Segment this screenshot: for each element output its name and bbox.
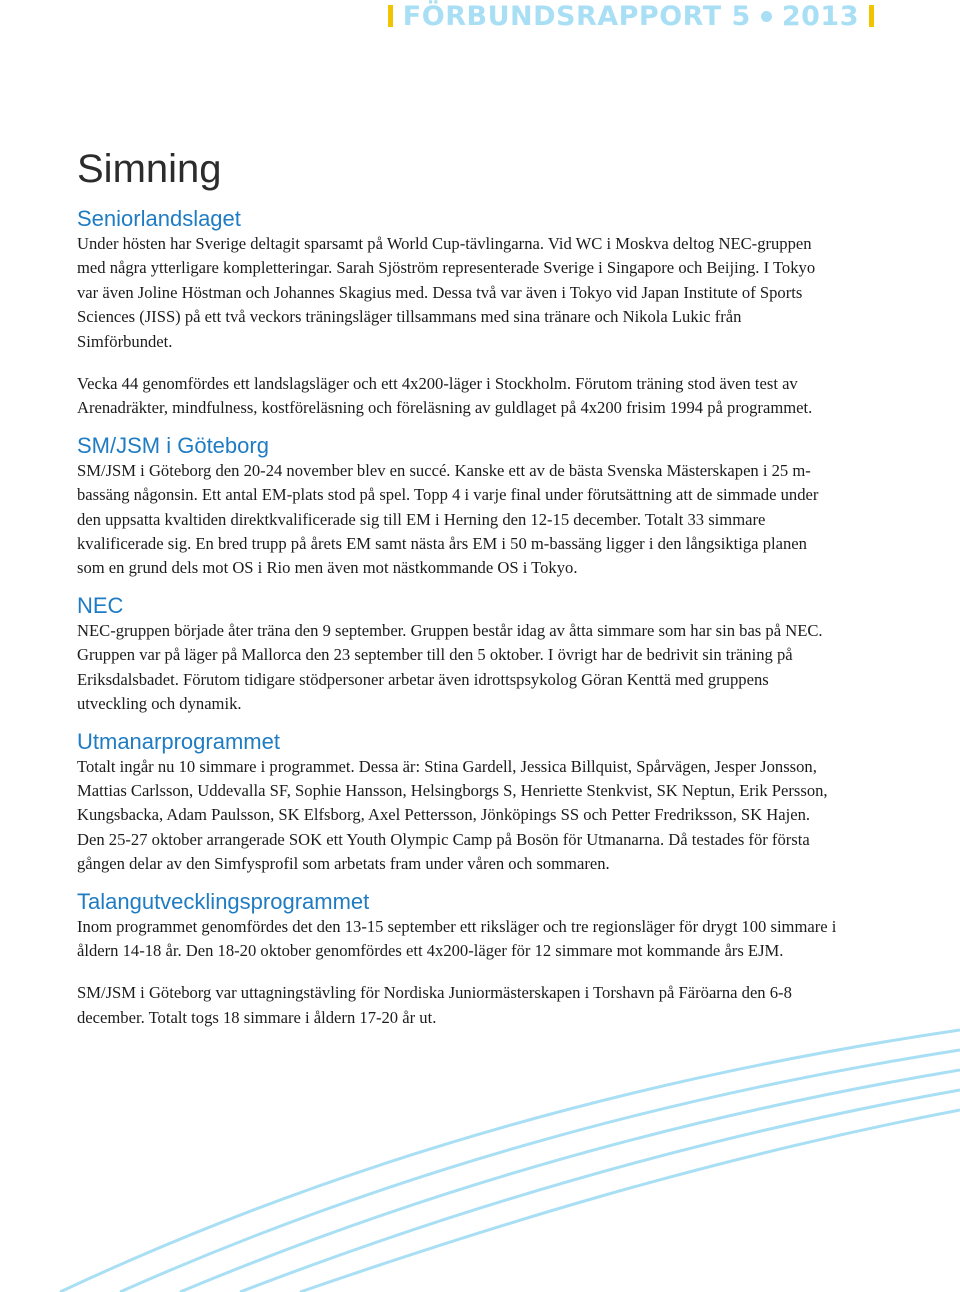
header-title: FÖRBUNDSRAPPORT 5 <box>402 0 751 32</box>
section-heading: SM/JSM i Göteborg <box>77 432 269 458</box>
paragraph: SM/JSM i Göteborg var uttagningstävling för Nordiska Juniormästerskapen i Torshavn på Färöarna den 6-8 december. Totalt togs 18 simmare i åldern 17-20 år ut. <box>77 983 792 1027</box>
section-utmanarprogrammet <box>77 729 837 877</box>
header-year: 2013 <box>781 0 859 32</box>
paragraph: SM/JSM i Göteborg den 20-24 november blev en succé. Kanske ett av de bästa Svenska Mästerskapen i 25 m-bassäng någonsin. Ett antal EM-plats stod på spel. Topp 4 i varje final under förutsättning att de simmade under den uppsatta kvaltiden direktkvalificerade sig till EM i Herning den 12-15 december. Totalt 33 simmare kvalificerade sig. En bred trupp på årets EM samt nästa års EM i 50 m-bassäng ligger i den långsiktiga planen som en grund dels mot OS i Rio men även mot nästkommande OS i Tokyo. <box>77 460 819 578</box>
report-header <box>388 2 874 30</box>
page-title: Simning <box>77 147 222 191</box>
section-nec <box>77 593 837 717</box>
paragraph: Vecka 44 genomfördes ett landslagsläger och ett 4x200-läger i Stockholm. Förutom träning stod även test av Arenadräkter, mindfulness, kostföreläsning och föreläsning av guldlaget på 4x200 frisim 1994 på programmet. <box>77 374 813 418</box>
paragraph: Inom programmet genomfördes det den 13-15 september ett riksläger och tre regionsläger för drygt 100 simmare i åldern 14-18 år. Den 18-20 oktober genomfördes ett 4x200-läger för 12 simmare mot kommande års EJM. <box>77 916 837 960</box>
section-heading: Talangutvecklingsprogrammet <box>77 888 370 914</box>
section-heading: NEC <box>77 592 124 618</box>
header-bar-right <box>869 5 874 27</box>
header-dot <box>761 11 772 22</box>
paragraph: Totalt ingår nu 10 simmare i programmet. Dessa är: Stina Gardell, Jessica Billquist, Spårvägen, Jesper Jonsson, Mattias Carlsson, Uddevalla SF, Sophie Hansson, Helsingborgs S, Henriette Stenkvist, SK Neptun, Erik Persson, Kungsbacka, Adam Paulsson, SK Elfsborg, Axel Pettersson, Jönköpings SS och Petter Fredriksson, SK Hajen. Den 25-27 oktober arrangerade SOK ett Youth Olympic Camp på Bosön för Utmanarna. Då testades för första gången delar av den Simfysprofil som arbetats fram under våren och sommaren. <box>77 756 828 874</box>
section-heading: Seniorlandslaget <box>77 206 241 231</box>
paragraph: NEC-gruppen började åter träna den 9 september. Gruppen består idag av åtta simmare som har sin bas på NEC. Gruppen var på läger på Mallorca den 23 september till den 5 oktober. I övrigt har de bedrivit sin träning på Eriksdalsbadet. Förutom tidigare stödpersoner arbetar även idrottspsykolog Göran Kenttä med gruppens utveckling och dynamik. <box>77 620 823 714</box>
paragraph: Under hösten har Sverige deltagit sparsamt på World Cup-tävlingarna. Vid WC i Moskva deltog NEC-gruppen med några ytterligare kompletteringar. Sarah Sjöström representerade Sverige i Singapore och Beijing. I Tokyo var även Joline Höstman och Johannes Skagius med. Dessa två var även i Tokyo vid Japan Institute of Sports Sciences (JISS) på ett två veckors träningsläger tillsammans med sina tränare och Nikola Lukic från Simförbundet. <box>77 234 816 351</box>
article <box>77 144 837 1042</box>
section-seniorlandslaget <box>77 206 837 421</box>
section-sm-jsm <box>77 433 837 581</box>
header-bar-left <box>388 5 393 27</box>
section-talangutvecklingsprogrammet <box>77 889 837 1031</box>
section-heading: Utmanarprogrammet <box>77 728 280 754</box>
